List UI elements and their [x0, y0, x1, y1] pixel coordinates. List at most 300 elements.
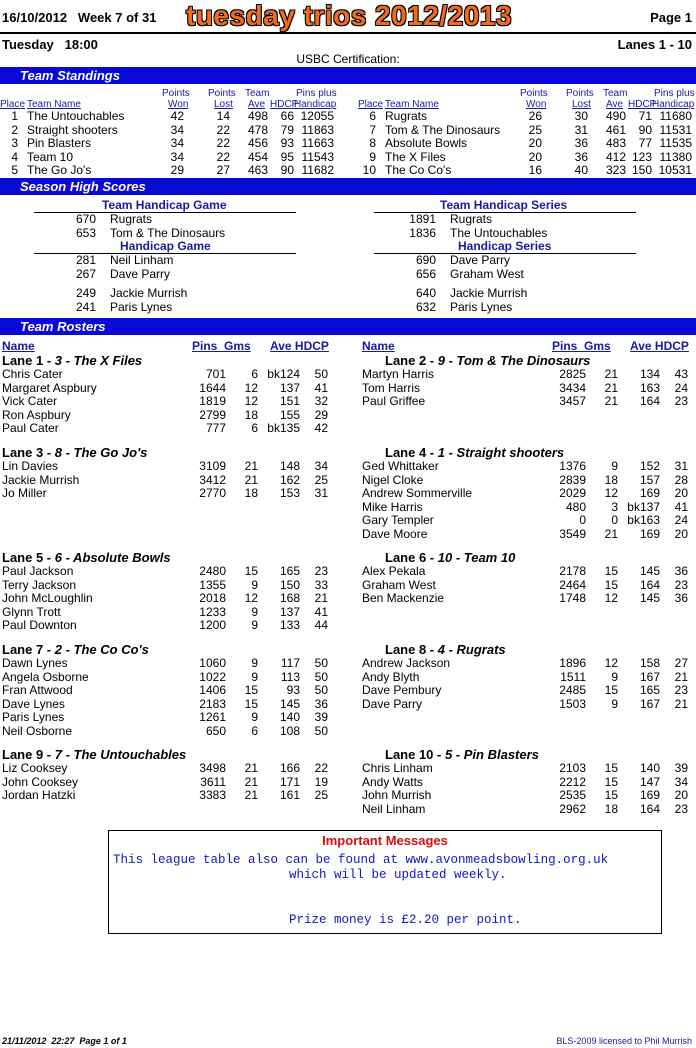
- standings-col-ave-header-2: Ave: [248, 99, 266, 110]
- player-handicap: 42: [314, 421, 328, 435]
- player-pins: 2825: [559, 367, 586, 381]
- player-games: 15: [604, 564, 618, 578]
- points-lost: 22: [216, 122, 230, 137]
- player-pins: 2018: [199, 591, 226, 605]
- team-hdcp: 95: [280, 149, 294, 164]
- team-handicap-series-score: 1836: [409, 225, 436, 240]
- report-date-week: [2, 10, 156, 25]
- player-pins: 2178: [559, 564, 586, 578]
- place: 10: [362, 163, 376, 177]
- player-pins: 1511: [560, 669, 586, 684]
- standings-col-team-header: Team Name: [27, 99, 81, 110]
- player-pins: 1233: [199, 604, 226, 619]
- lane-heading: [2, 550, 171, 565]
- player-pins: 2212: [559, 774, 586, 789]
- lane-number: Lane 5 -: [2, 550, 55, 565]
- player-games: 9: [611, 696, 618, 711]
- standings-section-bar: [0, 67, 696, 84]
- player-games: 3: [611, 499, 618, 514]
- player-handicap: 23: [674, 683, 688, 697]
- team-name: Rugrats: [385, 109, 428, 123]
- player-games: 12: [604, 486, 618, 500]
- lane-heading: [2, 642, 149, 657]
- player-name: Andy Blyth: [362, 669, 420, 684]
- player-pins: 3434: [559, 380, 586, 395]
- lane-heading: [385, 747, 539, 762]
- player-games: 15: [244, 564, 258, 578]
- player-handicap: 34: [314, 459, 328, 473]
- player-average: 152: [639, 459, 660, 473]
- points-won: 25: [528, 122, 542, 137]
- roster-col-name-header: Name: [2, 339, 35, 353]
- player-pins: 1060: [199, 656, 226, 670]
- lane-team: 4 - Rugrats: [437, 642, 506, 657]
- lane-number: Lane 6 -: [385, 550, 438, 565]
- player-handicap: 25: [314, 472, 328, 487]
- lane-heading: [2, 747, 186, 762]
- player-average: 147: [639, 774, 660, 789]
- team-ave: 454: [247, 149, 268, 164]
- standings-col-lost-header: Points: [208, 88, 236, 99]
- standings-col-won-header-2: Won: [526, 99, 547, 110]
- player-games: 15: [604, 774, 618, 789]
- team-hdcp: 93: [280, 136, 294, 150]
- team-hdcp: 66: [280, 109, 294, 123]
- handicap-series-name: Jackie Murrish: [450, 286, 528, 300]
- player-pins: 0: [579, 513, 586, 527]
- player-pins: 2480: [199, 564, 226, 578]
- points-lost: 22: [216, 136, 230, 150]
- team-hdcp: 79: [280, 122, 294, 137]
- place: 2: [11, 122, 18, 137]
- player-games: 9: [251, 577, 258, 592]
- lane-team: 3 - The X Files: [54, 353, 143, 368]
- player-games: 6: [251, 421, 258, 435]
- player-average: 165: [279, 564, 300, 578]
- team-ave: 323: [605, 163, 626, 177]
- player-games: 21: [604, 367, 618, 381]
- league-title: tuesday trios 2012/2013: [186, 0, 512, 31]
- player-games: 12: [604, 656, 618, 670]
- team-name: The X Files: [385, 149, 446, 164]
- player-average: 155: [279, 407, 300, 422]
- message-line-1: This league table also can be found at www.avonmeadsbowling.org.uk: [113, 853, 609, 867]
- player-average: 157: [639, 472, 660, 487]
- handicap-series-name: Graham West: [450, 266, 524, 281]
- player-average: 163: [639, 380, 660, 395]
- player-pins: 2770: [199, 486, 226, 500]
- standings-col-pins-header-2: Handicap: [294, 99, 337, 110]
- player-games: 21: [604, 394, 618, 408]
- important-messages-box: [108, 830, 662, 934]
- player-games: 15: [604, 577, 618, 592]
- player-pins: 1819: [199, 394, 226, 408]
- player-average: 145: [639, 591, 660, 605]
- header-rule: [0, 32, 696, 34]
- player-pins: 2029: [559, 486, 586, 500]
- player-handicap: 34: [674, 774, 688, 789]
- player-games: 12: [604, 591, 618, 605]
- player-pins: 3109: [199, 459, 226, 473]
- player-average: 133: [279, 618, 300, 632]
- roster-col-ave-hdcp-header: Ave HDCP: [630, 339, 689, 353]
- player-name: Chris Cater: [2, 367, 63, 381]
- player-name: Paul Downton: [2, 618, 77, 632]
- lane-team: 2 - The Co Co's: [54, 642, 149, 657]
- player-games: 21: [244, 788, 258, 802]
- standings-col-won-header-2: Won: [168, 99, 189, 110]
- player-name: Ged Whittaker: [362, 459, 439, 473]
- player-average: bk137: [627, 499, 660, 514]
- pins-plus-handicap: 11680: [659, 109, 692, 123]
- standings-col-pins-header-2: Handicap: [652, 99, 695, 110]
- standings-col-ave-header: Team: [245, 88, 270, 99]
- player-games: 18: [244, 486, 258, 500]
- lane-number: Lane 8 -: [385, 642, 438, 657]
- standings-col-pins-header: Pins plus: [296, 88, 337, 99]
- lane-heading: [2, 353, 142, 368]
- player-handicap: 21: [674, 696, 688, 711]
- points-lost: 14: [216, 109, 230, 123]
- player-handicap: 44: [314, 618, 328, 632]
- player-name: Jordan Hatzki: [2, 788, 76, 802]
- points-lost: 40: [574, 163, 588, 177]
- standings-col-hdcp-header: HDCP: [270, 99, 299, 110]
- player-name: Andy Watts: [362, 774, 423, 789]
- points-lost: 22: [216, 149, 230, 164]
- player-average: 165: [639, 683, 660, 697]
- standings-col-lost-header: Points: [566, 88, 594, 99]
- player-handicap: 43: [674, 367, 688, 381]
- player-average: 93: [286, 683, 300, 697]
- team-hdcp: 123: [631, 149, 652, 164]
- player-games: 12: [244, 380, 258, 395]
- player-name: Angela Osborne: [2, 669, 89, 684]
- player-average: bk124: [267, 367, 300, 381]
- points-won: 42: [170, 109, 184, 123]
- player-pins: 1022: [199, 669, 226, 684]
- player-pins: 2799: [199, 407, 226, 422]
- points-won: 20: [528, 149, 542, 164]
- player-average: 171: [279, 774, 300, 789]
- pins-plus-handicap: 11543: [301, 149, 334, 164]
- player-pins: 3549: [559, 526, 586, 541]
- place: 7: [369, 122, 376, 137]
- player-games: 9: [251, 604, 258, 619]
- player-games: 21: [244, 761, 258, 775]
- player-handicap: 19: [314, 774, 328, 789]
- player-handicap: 23: [674, 801, 688, 816]
- player-name: John Cooksey: [2, 774, 79, 789]
- lane-team: 5 - Pin Blasters: [444, 747, 539, 762]
- player-games: 9: [251, 618, 258, 632]
- player-average: 140: [279, 710, 300, 724]
- standings-col-place-header: Place: [358, 99, 384, 110]
- player-handicap: 39: [314, 710, 328, 724]
- points-won: 34: [170, 149, 184, 164]
- player-name: Liz Cooksey: [2, 761, 68, 775]
- player-handicap: 20: [674, 526, 688, 541]
- standings-col-pins-header: Pins plus: [654, 88, 695, 99]
- points-won: 29: [170, 163, 184, 177]
- lane-heading: [385, 642, 506, 657]
- player-average: 167: [639, 696, 660, 711]
- handicap-series-score: 632: [415, 299, 436, 314]
- player-average: 150: [279, 577, 300, 592]
- player-name: Mike Harris: [362, 499, 423, 514]
- team-handicap-game-score: 653: [75, 225, 96, 240]
- player-pins: 1261: [199, 710, 226, 724]
- place: 9: [369, 149, 376, 164]
- player-average: 158: [639, 656, 660, 670]
- roster-col-pins-gms-header: Pins Gms: [552, 339, 611, 353]
- player-pins: 1644: [199, 380, 226, 395]
- player-name: Vick Cater: [2, 394, 58, 408]
- player-name: Dave Parry: [362, 696, 423, 711]
- player-pins: 1355: [199, 577, 226, 592]
- player-handicap: 27: [674, 656, 688, 670]
- pins-plus-handicap: 11663: [301, 136, 334, 150]
- handicap-series-score: 640: [415, 286, 436, 300]
- team-ave: 412: [605, 149, 626, 164]
- messages-title: Important Messages: [322, 833, 448, 848]
- pins-plus-handicap: 10531: [658, 163, 692, 177]
- team-hdcp: 90: [638, 122, 652, 137]
- player-average: 117: [280, 656, 300, 670]
- team-ave: 490: [605, 109, 626, 123]
- player-pins: 1406: [199, 683, 226, 697]
- player-pins: 1748: [559, 591, 586, 605]
- player-games: 9: [611, 669, 618, 684]
- player-name: Gary Templer: [362, 513, 434, 527]
- lane-number: Lane 9 -: [2, 747, 55, 762]
- player-name: Jackie Murrish: [2, 472, 80, 487]
- player-name: Glynn Trott: [2, 604, 61, 619]
- team-name: Straight shooters: [27, 122, 118, 137]
- lane-team: 1 - Straight shooters: [437, 445, 565, 460]
- rosters-title: Team Rosters: [20, 319, 106, 334]
- pins-plus-handicap: 11535: [659, 136, 692, 150]
- player-handicap: 20: [674, 788, 688, 802]
- player-pins: 1200: [199, 618, 226, 632]
- standings-col-won-header: Points: [520, 88, 548, 99]
- player-name: Graham West: [362, 577, 436, 592]
- player-name: Chris Linham: [362, 761, 433, 775]
- player-pins: 3412: [199, 472, 226, 487]
- player-games: 9: [251, 710, 258, 724]
- player-average: 145: [639, 564, 660, 578]
- player-average: bk135: [267, 421, 300, 435]
- handicap-game-name: Neil Linham: [110, 253, 174, 267]
- player-handicap: 41: [314, 604, 328, 619]
- standings-col-ave-header-2: Ave: [606, 99, 624, 110]
- lane-number: Lane 4 -: [385, 445, 438, 460]
- team-handicap-series-name: The Untouchables: [450, 225, 548, 240]
- player-handicap: 23: [314, 564, 328, 578]
- player-handicap: 50: [314, 656, 328, 670]
- player-games: 18: [604, 801, 618, 816]
- player-games: 15: [244, 696, 258, 711]
- player-average: 161: [279, 788, 300, 802]
- player-name: Neil Linham: [362, 801, 426, 816]
- player-average: 108: [279, 723, 300, 738]
- player-average: 113: [280, 669, 300, 684]
- handicap-game-name: Paris Lynes: [110, 299, 173, 314]
- player-pins: 1503: [559, 696, 586, 711]
- team-ave: 456: [247, 136, 268, 150]
- player-pins: 701: [205, 367, 226, 381]
- player-name: John McLoughlin: [2, 591, 93, 605]
- lane-number: Lane 1 -: [2, 353, 55, 368]
- player-games: 15: [244, 683, 258, 697]
- player-pins: 1376: [559, 459, 586, 473]
- player-games: 15: [604, 761, 618, 775]
- team-handicap-series-score: 1891: [409, 212, 436, 226]
- day-time: Tuesday 18:00: [2, 37, 98, 52]
- player-pins: 2535: [559, 788, 586, 802]
- player-games: 9: [611, 459, 618, 473]
- standings-col-lost-header-2: Lost: [572, 99, 591, 110]
- handicap-series-name: Dave Parry: [450, 253, 511, 267]
- handicap-series-score: 656: [415, 266, 436, 281]
- lane-heading: [2, 445, 147, 460]
- player-average: 164: [639, 394, 660, 408]
- high-scores-title: Season High Scores: [20, 179, 146, 194]
- player-handicap: 36: [674, 564, 688, 578]
- player-handicap: 50: [314, 669, 328, 684]
- pins-plus-handicap: 11531: [659, 122, 692, 137]
- message-line-3: Prize money is £2.20 per point.: [289, 913, 522, 927]
- points-won: 34: [170, 122, 184, 137]
- player-average: 169: [639, 486, 660, 500]
- lane-team: 9 - Tom & The Dinosaurs: [437, 353, 591, 368]
- team-handicap-game-name: Rugrats: [110, 212, 153, 226]
- roster-col-ave-hdcp-header: Ave HDCP: [270, 339, 329, 353]
- player-handicap: 36: [314, 696, 328, 711]
- team-hdcp: 71: [638, 109, 652, 123]
- points-won: 26: [528, 109, 542, 123]
- lane-team: 10 - Team 10: [437, 550, 516, 565]
- player-games: 6: [251, 723, 258, 738]
- player-name: Tom Harris: [362, 380, 421, 395]
- place: 1: [11, 109, 18, 123]
- player-handicap: 20: [674, 486, 688, 500]
- lane-team: 7 - The Untouchables: [54, 747, 187, 762]
- player-games: 18: [244, 407, 258, 422]
- player-handicap: 32: [314, 394, 328, 408]
- pins-plus-handicap: 12055: [300, 109, 334, 123]
- rosters-section-bar: [0, 318, 696, 335]
- points-lost: 31: [574, 122, 588, 137]
- points-lost: 27: [216, 163, 230, 177]
- footer-timestamp: 21/11/2012 22:27 Page 1 of 1: [2, 1036, 127, 1046]
- player-pins: 3498: [199, 761, 226, 775]
- player-name: Paul Griffee: [362, 394, 426, 408]
- points-won: 20: [528, 136, 542, 150]
- standings-title: Team Standings: [20, 68, 120, 83]
- place: 8: [369, 136, 376, 150]
- team-handicap-game-score: 670: [75, 212, 96, 226]
- place: 3: [11, 136, 18, 150]
- player-handicap: 36: [674, 591, 688, 605]
- footer-license: BLS-2009 licensed to Phil Murrish: [556, 1036, 692, 1046]
- handicap-game-score: 249: [75, 286, 96, 300]
- player-average: 167: [639, 669, 660, 684]
- points-won: 34: [170, 136, 184, 150]
- player-name: Alex Pekala: [362, 564, 426, 578]
- handicap-series-title: Handicap Series: [458, 239, 552, 253]
- player-average: 168: [279, 591, 300, 605]
- lane-heading: [385, 445, 564, 460]
- player-handicap: 24: [674, 513, 688, 527]
- player-pins: 777: [205, 421, 226, 435]
- player-average: 169: [639, 788, 660, 802]
- lane-heading: [385, 550, 515, 565]
- player-average: 153: [279, 486, 300, 500]
- player-games: 21: [604, 380, 618, 395]
- lane-number: Lane 10 -: [385, 747, 445, 762]
- roster-col-name-header: Name: [362, 339, 395, 353]
- player-name: Martyn Harris: [362, 367, 435, 381]
- handicap-series-score: 690: [415, 253, 436, 267]
- report-date: 16/10/2012: [2, 10, 68, 25]
- standings-col-ave-header: Team: [603, 88, 628, 99]
- team-name: The Untouchables: [27, 109, 125, 123]
- standings-col-lost-header-2: Lost: [214, 99, 233, 110]
- player-average: 164: [639, 577, 660, 592]
- player-average: 145: [279, 696, 300, 711]
- player-name: Fran Attwood: [2, 683, 73, 697]
- team-name: Tom & The Dinosaurs: [385, 122, 501, 137]
- lane-number: Lane 3 -: [2, 445, 55, 460]
- handicap-game-name: Dave Parry: [110, 266, 171, 281]
- player-name: Dave Pembury: [362, 683, 442, 697]
- player-pins: 480: [565, 499, 586, 514]
- roster-col-pins-gms-header: Pins Gms: [192, 339, 251, 353]
- team-ave: 478: [247, 122, 268, 137]
- player-average: 140: [639, 761, 660, 775]
- player-name: Lin Davies: [2, 459, 59, 473]
- player-handicap: 50: [314, 367, 328, 381]
- player-average: 169: [639, 526, 660, 541]
- place: 6: [369, 109, 376, 123]
- lane-team: 6 - Absolute Bowls: [54, 550, 171, 565]
- player-games: 9: [251, 656, 258, 670]
- player-handicap: 25: [314, 788, 328, 802]
- player-name: Andrew Jackson: [362, 656, 451, 670]
- player-pins: 2183: [199, 696, 226, 711]
- team-ave: 463: [247, 163, 268, 177]
- lane-heading: [385, 353, 590, 368]
- player-name: Jo Miller: [2, 486, 47, 500]
- standings-col-place-header: Place: [0, 99, 26, 110]
- player-handicap: 24: [674, 380, 688, 395]
- player-games: 12: [244, 394, 258, 408]
- high-scores-section-bar: [0, 178, 696, 195]
- message-line-2: which will be updated weekly.: [289, 868, 507, 882]
- handicap-game-name: Jackie Murrish: [110, 286, 188, 300]
- player-pins: 2839: [559, 472, 586, 487]
- points-lost: 36: [574, 149, 588, 164]
- player-name: Ron Aspbury: [2, 407, 71, 422]
- player-name: Andrew Sommerville: [362, 486, 473, 500]
- standings-col-team-header: Team Name: [385, 99, 439, 110]
- team-name: The Co Co's: [385, 163, 452, 177]
- team-name: Absolute Bowls: [385, 136, 468, 150]
- player-pins: 650: [205, 723, 226, 738]
- player-name: Margaret Aspbury: [2, 380, 97, 395]
- usbc-certification: USBC Certification:: [296, 52, 400, 66]
